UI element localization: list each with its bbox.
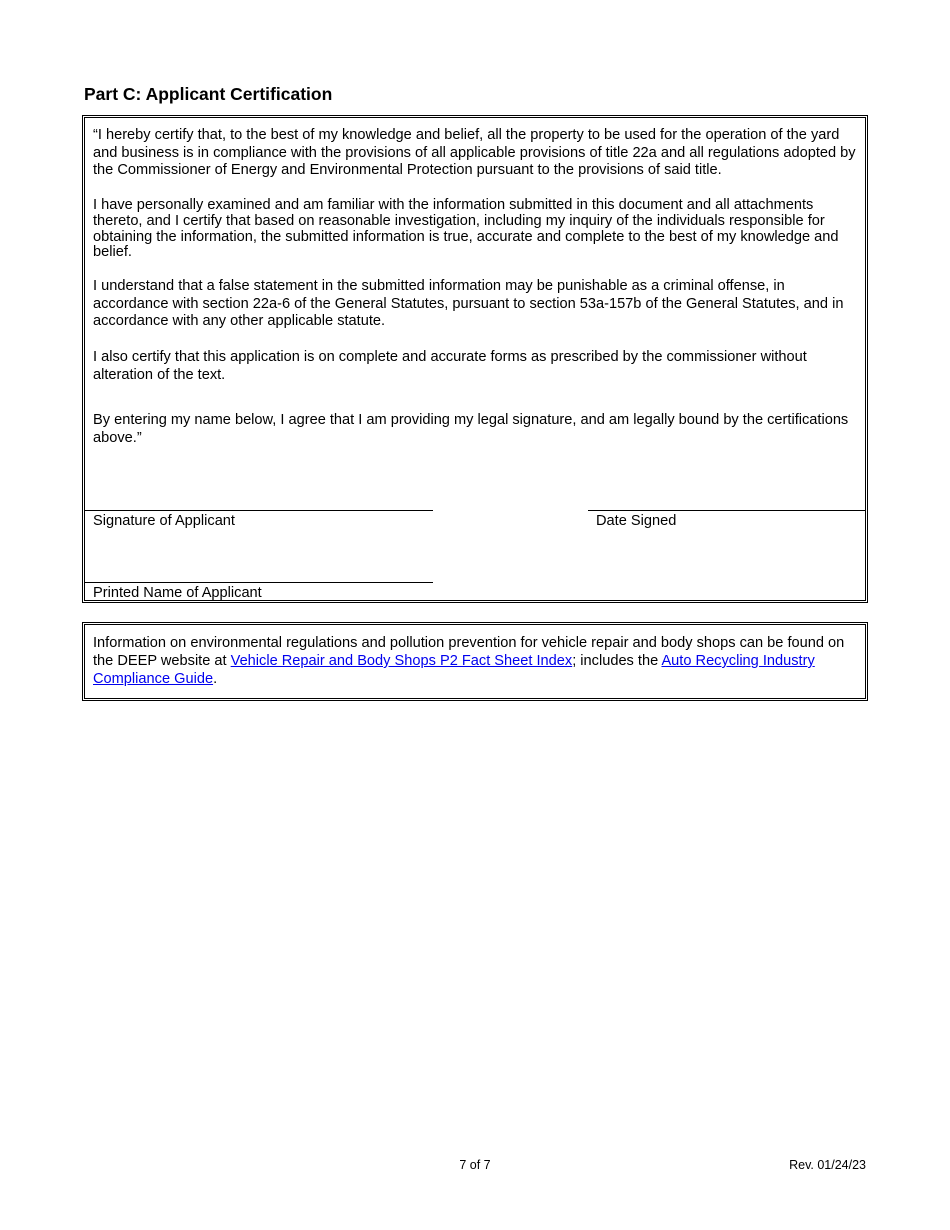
certification-paragraph: I understand that a false statement in the submitted information may be punishable as a criminal offense, in accordance with section 22a-6 of the General Statutes, pursuant to section 53a-157b of the General Statutes, and in accordance with any other applicable statute. — [93, 278, 844, 330]
date-signed-line[interactable] — [588, 510, 865, 511]
certification-paragraph: I also certify that this application is on complete and accurate forms as prescribed by the commissioner without alteration of the text. — [93, 349, 807, 383]
date-signed-label: Date Signed — [596, 513, 677, 529]
printed-name-line[interactable] — [85, 582, 433, 583]
info-text-middle: ; includes the — [572, 653, 662, 669]
signature-line[interactable] — [85, 510, 433, 511]
info-box — [82, 622, 868, 701]
info-text-start: Information on environmental regulations and pollution prevention for vehicle repair and body shops can be found on the DEEP website at — [93, 635, 845, 669]
page-number: 7 of 7 — [459, 1158, 491, 1172]
info-text — [93, 634, 861, 688]
certification-box — [82, 115, 868, 603]
printed-name-label: Printed Name of Applicant — [93, 585, 262, 601]
info-text-end: . — [213, 671, 218, 687]
certification-paragraph: “I hereby certify that, to the best of my knowledge and belief, all the property to be used for the operation of the yard and business is in compliance with the provisions of all applicable provisions of title 22a and all regulations adopted by the Commissioner of Energy and Environmental Protection pursuant to the provisions of said title. — [93, 127, 856, 179]
compliance-guide-link[interactable]: Auto Recycling Industry Compliance Guide — [93, 653, 815, 687]
certification-paragraph: By entering my name below, I agree that I am providing my legal signature, and am legally bound by the certifications above.” — [93, 412, 849, 446]
p2-fact-sheet-link[interactable]: Vehicle Repair and Body Shops P2 Fact Sheet Index — [230, 653, 573, 669]
signature-label: Signature of Applicant — [93, 513, 235, 529]
certification-paragraph: I have personally examined and am familiar with the information submitted in this document and all attachments thereto, and I certify that based on reasonable investigation, including my inquiry of the individuals responsible for obtaining the information, the submitted information is true, accurate and complete to the best of my knowledge and belief. — [93, 197, 839, 261]
revision-date: Rev. 01/24/23 — [789, 1158, 866, 1172]
section-title: Part C: Applicant Certification — [84, 84, 333, 104]
